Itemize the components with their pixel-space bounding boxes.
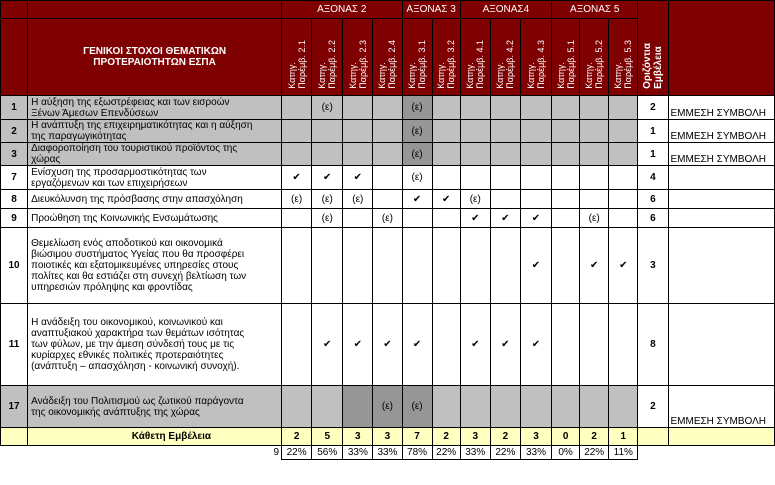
empty-cell: [490, 166, 520, 190]
goal-text-line: της οικονομικής ανάπτυξης της χώρας: [31, 406, 200, 418]
category-col-header: Κατηγ. Παρέμβ. 2.3: [343, 19, 373, 96]
axis-header-row: [1, 1, 775, 19]
contribution-note: [668, 228, 775, 304]
empty-cell: [373, 190, 402, 209]
goal-text: [28, 120, 282, 143]
empty-cell: [552, 96, 580, 120]
empty-cell: [580, 96, 609, 120]
vertical-total-num-blank: [1, 428, 28, 446]
contribution-note: [668, 190, 775, 209]
empty-cell: [373, 120, 402, 143]
checkmark-icon: ✔: [609, 228, 638, 304]
horizontal-reach-value: 3: [638, 228, 668, 304]
indirect-mark: (ε): [373, 209, 402, 228]
goal-number: 17: [1, 386, 28, 428]
goal-number: 8: [1, 190, 28, 209]
empty-cell: [520, 120, 551, 143]
goal-text-line: της παραγωγικότητας: [31, 131, 127, 142]
empty-cell: [373, 166, 402, 190]
category-col-header: Κατηγ. Παρέμβ. 5.1: [552, 19, 580, 96]
axis-5-header: ΑΞΟΝΑΣ 5: [552, 1, 638, 19]
empty-cell: [460, 120, 490, 143]
empty-cell: [432, 96, 460, 120]
vertical-total-value: 5: [312, 428, 343, 446]
goal-text-line: Η αύξηση της εξωστρέφειας και των εισροών: [31, 96, 230, 108]
goal-count: 9: [273, 447, 280, 459]
goal-text-line: εργαζόμενων και των επιχειρήσεων: [31, 177, 188, 189]
percent-value: 0%: [552, 446, 580, 460]
empty-cell: [432, 228, 460, 304]
horizontal-reach-value: 6: [638, 190, 668, 209]
empty-cell: [432, 120, 460, 143]
contribution-note: [668, 166, 775, 190]
percent-value: 22%: [490, 446, 520, 460]
goal-text-line: Διευκόλυνση της πρόσβασης στην απασχόληση: [31, 193, 243, 205]
percent-value: 33%: [520, 446, 551, 460]
vertical-total-value: 3: [373, 428, 402, 446]
vertical-total-value: 3: [343, 428, 373, 446]
indirect-mark: (ε): [402, 96, 432, 120]
empty-cell: [343, 386, 373, 428]
indirect-mark: (ε): [402, 386, 432, 428]
goal-text-line: Η ανάπτυξη της επιχειρηματικότητας και η αύξηση: [31, 120, 253, 131]
empty-cell: [609, 166, 638, 190]
percent-value: 11%: [609, 446, 638, 460]
empty-cell: [402, 209, 432, 228]
checkmark-icon: ✔: [282, 166, 312, 190]
vertical-total-value: 3: [460, 428, 490, 446]
empty-cell: [373, 96, 402, 120]
empty-cell: [343, 96, 373, 120]
goal-text-line: Ξένων Άμεσων Επενδύσεων: [31, 107, 159, 119]
checkmark-icon: ✔: [520, 228, 551, 304]
goal-number: 7: [1, 166, 28, 190]
empty-cell: [490, 143, 520, 166]
category-col-header: Κατηγ. Παρέμβ. 5.3: [609, 19, 638, 96]
horizontal-reach-header: [638, 1, 668, 96]
axis-3-header: ΑΞΟΝΑΣ 3: [402, 1, 460, 19]
empty-cell: [432, 386, 460, 428]
empty-cell: [460, 386, 490, 428]
checkmark-icon: ✔: [490, 209, 520, 228]
indirect-mark: (ε): [402, 143, 432, 166]
percent-value: 33%: [373, 446, 402, 460]
checkmark-icon: ✔: [402, 304, 432, 386]
indirect-mark: (ε): [373, 386, 402, 428]
empty-cell: [282, 386, 312, 428]
empty-cell: [552, 209, 580, 228]
goal-number: 1: [1, 96, 28, 120]
axis-2-header: ΑΞΟΝΑΣ 2: [282, 1, 402, 19]
contribution-note: ΕΜΜΕΣΗ ΣΥΜΒΟΛΗ: [668, 143, 775, 166]
empty-cell: [609, 386, 638, 428]
empty-cell: [343, 228, 373, 304]
checkmark-icon: ✔: [343, 304, 373, 386]
empty-cell: [282, 228, 312, 304]
empty-cell: [580, 386, 609, 428]
goal-text: [28, 228, 282, 304]
empty-cell: [490, 386, 520, 428]
category-col-header: Κατηγ. Παρέμβ. 2.1: [282, 19, 312, 96]
goal-text-line: των φύλων, με την άμεση σύνδεσή τους με τις: [31, 339, 235, 350]
empty-cell: [552, 228, 580, 304]
percent-value: 78%: [402, 446, 432, 460]
header-right-blank: [668, 1, 775, 96]
empty-cell: [282, 209, 312, 228]
empty-cell: [312, 120, 343, 143]
checkmark-icon: ✔: [373, 304, 402, 386]
vertical-total-value: 1: [609, 428, 638, 446]
indirect-mark: (ε): [312, 96, 343, 120]
empty-cell: [609, 209, 638, 228]
goal-text-line: (ανάπτυξη – απασχόληση - κοινωνική συνοχή).: [31, 361, 240, 372]
goal-row: [1, 96, 775, 120]
header-corner: [1, 1, 28, 19]
checkmark-icon: ✔: [520, 209, 551, 228]
horizontal-reach-value: 1: [638, 120, 668, 143]
indirect-mark: (ε): [460, 190, 490, 209]
vertical-total-value: 2: [282, 428, 312, 446]
goal-row: [1, 166, 775, 190]
empty-cell: [552, 304, 580, 386]
horizontal-reach-value: 8: [638, 304, 668, 386]
empty-cell: [580, 166, 609, 190]
vertical-total-value: 3: [520, 428, 551, 446]
contribution-note: [668, 209, 775, 228]
goal-text-line: Διαφοροποίηση του τουριστικού προϊόντος της: [31, 143, 238, 154]
percent-value: 33%: [343, 446, 373, 460]
indirect-mark: (ε): [343, 190, 373, 209]
goal-text-line: Θεμελίωση ενός αποδοτικού και οικονομικά: [31, 238, 223, 249]
empty-cell: [580, 304, 609, 386]
indirect-mark: (ε): [312, 209, 343, 228]
empty-cell: [520, 386, 551, 428]
empty-cell: [580, 143, 609, 166]
goal-rows: [1, 96, 775, 428]
empty-cell: [552, 143, 580, 166]
empty-cell: [609, 143, 638, 166]
checkmark-icon: ✔: [432, 190, 460, 209]
goal-row: [1, 209, 775, 228]
empty-cell: [460, 143, 490, 166]
checkmark-icon: ✔: [312, 166, 343, 190]
empty-cell: [609, 96, 638, 120]
empty-cell: [312, 228, 343, 304]
goal-row: [1, 228, 775, 304]
category-col-header: Κατηγ. Παρέμβ. 4.3: [520, 19, 551, 96]
empty-cell: [402, 228, 432, 304]
empty-cell: [432, 209, 460, 228]
percent-blank-right: [638, 446, 668, 460]
indirect-mark: (ε): [312, 190, 343, 209]
empty-cell: [282, 143, 312, 166]
indirect-mark: (ε): [402, 166, 432, 190]
goal-row: [1, 386, 775, 428]
checkmark-icon: ✔: [490, 304, 520, 386]
vertical-total-value: 2: [490, 428, 520, 446]
vertical-total-value: 2: [580, 428, 609, 446]
goal-text-line: πολίτες και θα εστιάζει στη συνεχή βελτίωση των: [31, 271, 247, 282]
empty-cell: [460, 166, 490, 190]
empty-cell: [552, 166, 580, 190]
goal-text: [28, 143, 282, 166]
empty-cell: [282, 96, 312, 120]
vertical-total-label: Κάθετη Εμβέλεια: [28, 428, 282, 446]
empty-cell: [520, 96, 551, 120]
empty-cell: [460, 228, 490, 304]
empty-cell: [609, 120, 638, 143]
empty-cell: [460, 96, 490, 120]
checkmark-icon: ✔: [460, 209, 490, 228]
empty-cell: [490, 190, 520, 209]
empty-cell: [490, 120, 520, 143]
table-title: ΓΕΝΙΚΟΙ ΣΤΟΧΟΙ ΘΕΜΑΤΙΚΩΝ ΠΡΟΤΕΡΑΙΟΤΗΤΩΝ ΕΣΠΑ: [28, 19, 282, 96]
checkmark-icon: ✔: [312, 304, 343, 386]
percent-value: 22%: [580, 446, 609, 460]
category-col-header: Κατηγ. Παρέμβ. 4.2: [490, 19, 520, 96]
goal-text: [28, 190, 282, 209]
horizontal-reach-value: 1: [638, 143, 668, 166]
goal-text-line: Ανάδειξη του Πολιτισμού ως ζωτικού παράγοντα: [31, 395, 244, 407]
empty-cell: [520, 143, 551, 166]
category-col-header: Κατηγ. Παρέμβ. 3.2: [432, 19, 460, 96]
empty-cell: [343, 143, 373, 166]
vertical-total-value: 7: [402, 428, 432, 446]
indirect-mark: (ε): [580, 209, 609, 228]
goal-row: [1, 190, 775, 209]
indirect-mark: (ε): [402, 120, 432, 143]
vertical-total-value: 0: [552, 428, 580, 446]
goal-number: 10: [1, 228, 28, 304]
checkmark-icon: ✔: [460, 304, 490, 386]
horizontal-reach-value: 2: [638, 96, 668, 120]
goal-number: 11: [1, 304, 28, 386]
empty-cell: [343, 209, 373, 228]
axis-4-header: ΑΞΟΝΑΣ4: [460, 1, 551, 19]
empty-cell: [580, 190, 609, 209]
indirect-mark: (ε): [282, 190, 312, 209]
percent-value: 56%: [312, 446, 343, 460]
horizontal-reach-value: 6: [638, 209, 668, 228]
contribution-note: ΕΜΜΕΣΗ ΣΥΜΒΟΛΗ: [668, 386, 775, 428]
checkmark-icon: ✔: [402, 190, 432, 209]
empty-cell: [520, 166, 551, 190]
empty-cell: [432, 143, 460, 166]
goal-text-line: ποιοτικές και εξατομικευμένες υπηρεσίες στους: [31, 260, 239, 271]
empty-cell: [373, 143, 402, 166]
empty-cell: [552, 386, 580, 428]
empty-cell: [552, 190, 580, 209]
goal-text-line: Η ανάδειξη του οικονομικού, κοινωνικού και: [31, 317, 223, 328]
goal-text-line: Προώθηση της Κοινωνικής Ενσωμάτωσης: [31, 212, 218, 224]
percent-blank-far-right: [668, 446, 775, 460]
checkmark-icon: ✔: [343, 166, 373, 190]
category-col-header: Κατηγ. Παρέμβ. 4.1: [460, 19, 490, 96]
goal-number: 2: [1, 120, 28, 143]
goal-text: [28, 304, 282, 386]
percent-value: 22%: [432, 446, 460, 460]
vertical-total-blank-right: [668, 428, 775, 446]
vertical-total-value: 2: [432, 428, 460, 446]
goal-text-line: αναπτυξιακού χαρακτήρα των θεμάτων ισότητας: [31, 328, 245, 339]
goal-text: [28, 209, 282, 228]
horizontal-reach-label: Οριζόντια Εμβέλεια: [641, 43, 664, 89]
goal-row: [1, 143, 775, 166]
contribution-note: [668, 304, 775, 386]
vertical-total-row: [1, 428, 775, 446]
category-col-header: Κατηγ. Παρέμβ. 3.1: [402, 19, 432, 96]
goal-text-line: χώρας: [31, 154, 61, 165]
goal-number: 9: [1, 209, 28, 228]
goal-text-line: υπηρεσιών πρόληψης και φροντίδας: [31, 282, 193, 293]
empty-cell: [343, 120, 373, 143]
empty-cell: [432, 304, 460, 386]
empty-cell: [282, 120, 312, 143]
horizontal-reach-value: 2: [638, 386, 668, 428]
contribution-note: ΕΜΜΕΣΗ ΣΥΜΒΟΛΗ: [668, 96, 775, 120]
category-col-header: Κατηγ. Παρέμβ. 2.2: [312, 19, 343, 96]
goal-row: [1, 304, 775, 386]
goal-row: [1, 120, 775, 143]
percent-value: 22%: [282, 446, 312, 460]
empty-cell: [490, 228, 520, 304]
goal-text-line: κυρίαρχες εθνικές πολιτικές προτεραιότητες: [31, 350, 224, 361]
category-col-header: Κατηγ. Παρέμβ. 2.4: [373, 19, 402, 96]
empty-cell: [312, 143, 343, 166]
empty-cell: [552, 120, 580, 143]
empty-cell: [373, 228, 402, 304]
goal-text-line: βιώσιμου συστήματος Υγείας που θα προσφέρει: [31, 249, 245, 260]
header-title-top: [28, 1, 282, 19]
empty-cell: [312, 386, 343, 428]
checkmark-icon: ✔: [520, 304, 551, 386]
percent-value: 33%: [460, 446, 490, 460]
empty-cell: [432, 166, 460, 190]
horizontal-reach-value: 4: [638, 166, 668, 190]
goal-text: [28, 386, 282, 428]
goal-text: [28, 166, 282, 190]
header-num-blank: [1, 19, 28, 96]
category-col-header: Κατηγ. Παρέμβ. 5.2: [580, 19, 609, 96]
goal-text-line: Ενίσχυση της προσαρμοστικότητας των: [31, 166, 207, 178]
percent-blank: [1, 446, 28, 460]
percent-row: [1, 446, 775, 460]
empty-cell: [609, 304, 638, 386]
empty-cell: [580, 120, 609, 143]
empty-cell: [609, 190, 638, 209]
contribution-note: ΕΜΜΕΣΗ ΣΥΜΒΟΛΗ: [668, 120, 775, 143]
empty-cell: [490, 96, 520, 120]
empty-cell: [282, 304, 312, 386]
vertical-total-blank: [638, 428, 668, 446]
checkmark-icon: ✔: [580, 228, 609, 304]
goal-text: [28, 96, 282, 120]
goal-number: 3: [1, 143, 28, 166]
empty-cell: [520, 190, 551, 209]
